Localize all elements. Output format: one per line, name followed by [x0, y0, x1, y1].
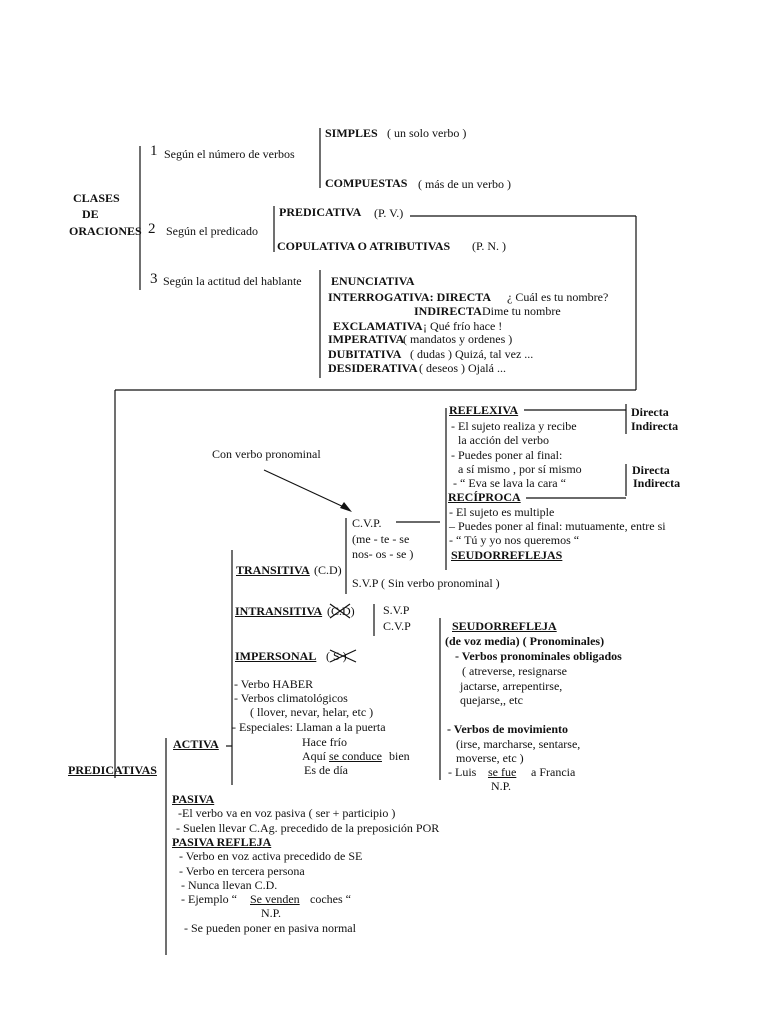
impersonal-line-4: - Especiales: Llaman a la puerta	[232, 720, 386, 734]
reflexiva-line-1: - El sujeto realiza y recibe	[451, 419, 577, 433]
indirecta-label: INDIRECTA	[414, 304, 482, 318]
coches-label: coches “	[310, 892, 351, 906]
seudorrefleja-label: SEUDORREFLEJA	[452, 619, 557, 633]
desiderativa-example: ( deseos ) Ojalá ...	[419, 361, 506, 375]
reciproca-line-1: - El sujeto es multiple	[449, 505, 555, 519]
cvp-intransitiva: C.V.P	[383, 619, 411, 633]
compuestas-label: COMPUESTAS	[325, 176, 408, 190]
simples-label: SIMPLES	[325, 126, 378, 140]
reflexiva-line-3: - Puedes poner al final:	[451, 448, 563, 462]
se-venden: Se venden	[250, 892, 300, 906]
pronominal-arrow	[264, 470, 346, 508]
reflexiva-line-5: - “ Eva se lava la cara “	[453, 476, 566, 490]
predicativa-label: PREDICATIVA	[279, 205, 362, 219]
exclamativa-example: ¡ Qué frío hace !	[423, 319, 503, 333]
movimiento-line-2: moverse, etc )	[456, 751, 524, 765]
criterion-number-1: 1	[150, 143, 158, 159]
np-label-2: N.P.	[261, 906, 282, 920]
criterion-predicado: Según el predicado	[166, 224, 258, 238]
exclamativa-label: EXCLAMATIVA	[333, 319, 423, 333]
root-label-oraciones: ORACIONES	[69, 224, 142, 238]
impersonal-line-2: - Verbos climatológicos	[234, 691, 348, 705]
impersonal-line-3: ( llover, nevar, helar, etc )	[250, 705, 374, 719]
pasiva-label: PASIVA	[172, 792, 215, 806]
bien-label: bien	[389, 749, 410, 763]
con-verbo-pronominal: Con verbo pronominal	[212, 447, 321, 461]
reciproca-label: RECÍPROCA	[448, 490, 521, 504]
cvp-label: C.V.P.	[352, 516, 382, 530]
enunciativa-label: ENUNCIATIVA	[331, 274, 415, 288]
svp-transitiva: S.V.P ( Sin verbo pronominal )	[352, 576, 500, 590]
predicativa-note: (P. V.)	[374, 206, 404, 220]
se-conduce: se conduce	[329, 749, 382, 763]
impersonal-line-1: - Verbo HABER	[234, 677, 314, 691]
obligados-line-1: ( atreverse, resignarse	[462, 664, 567, 678]
imperativa-example: ( mandatos y ordenes )	[403, 332, 513, 346]
indirecta-2: Indirecta	[633, 476, 681, 490]
transitiva-label: TRANSITIVA	[236, 563, 310, 577]
movimiento-line-1: (irse, marcharse, sentarse,	[456, 737, 581, 751]
copulativa-note: (P. N. )	[472, 239, 507, 253]
predicativas-root: PREDICATIVAS	[68, 763, 157, 777]
ejemplo-label: - Ejemplo “	[181, 892, 237, 906]
criterion-actitud: Según la actitud del hablante	[163, 274, 302, 288]
impersonal-line-5: Hace frío	[302, 735, 347, 749]
pasiva-line-1: -El verbo va en voz pasiva ( ser + participio )	[178, 806, 396, 820]
transitiva-note: (C.D)	[314, 563, 342, 577]
refleja-line-1: - Verbo en voz activa precedido de SE	[179, 849, 363, 863]
intransitiva-label: INTRANSITIVA	[235, 604, 323, 618]
aqui-label: Aquí	[302, 749, 326, 763]
np-label-1: N.P.	[491, 779, 512, 793]
criterion-numero-verbos: Según el número de verbos	[164, 147, 295, 161]
refleja-line-3: - Nunca llevan C.D.	[181, 878, 278, 892]
interrogativa-label: INTERROGATIVA: DIRECTA	[328, 290, 492, 304]
es-de-dia: Es de día	[304, 763, 348, 777]
movimiento-line-3: - Luis	[448, 765, 477, 779]
criterion-number-3: 3	[150, 271, 158, 287]
impersonal-label: IMPERSONAL	[235, 649, 317, 663]
reciproca-line-3: - “ Tú y yo nos queremos “	[449, 533, 580, 547]
desiderativa-label: DESIDERATIVA	[328, 361, 418, 375]
directa-1: Directa	[631, 405, 669, 419]
svp-intransitiva: S.V.P	[383, 603, 410, 617]
root-label-de: DE	[82, 207, 99, 221]
reciproca-line-2: – Puedes poner al final: mutuamente, entre si	[449, 519, 666, 533]
pronombres-line-1: (me - te - se	[352, 532, 410, 546]
compuestas-note: ( más de un verbo )	[418, 177, 511, 191]
reflexiva-line-4: a sí mismo , por sí mismo	[458, 462, 582, 476]
activa-label: ACTIVA	[173, 737, 219, 751]
dubitativa-label: DUBITATIVA	[328, 347, 402, 361]
a-francia: a Francia	[531, 765, 576, 779]
reflexiva-label: REFLEXIVA	[449, 403, 519, 417]
pasiva-normal: - Se pueden poner en pasiva normal	[184, 921, 356, 935]
voz-media-label: (de voz media) ( Pronominales)	[445, 634, 605, 648]
interrogativa-example: ¿ Cuál es tu nombre?	[507, 290, 609, 304]
criterion-number-2: 2	[148, 221, 156, 237]
copulativa-label: COPULATIVA O ATRIBUTIVAS	[277, 239, 451, 253]
se-fue: se fue	[488, 765, 517, 779]
refleja-line-2: - Verbo en tercera persona	[179, 864, 305, 878]
verbos-movimiento: - Verbos de movimiento	[447, 722, 568, 736]
obligados-line-3: quejarse,, etc	[460, 693, 523, 707]
obligados-line-2: jactarse, arrepentirse,	[460, 679, 563, 693]
intransitiva-note-crossed: (C.D)	[327, 604, 355, 618]
reflexiva-line-2: la acción del verbo	[458, 433, 549, 447]
dubitativa-example: ( dudas ) Quizá, tal vez ...	[410, 347, 534, 361]
pasiva-refleja-label: PASIVA REFLEJA	[172, 835, 272, 849]
root-label-clases: CLASES	[73, 191, 120, 205]
indirecta-example: Dime tu nombre	[482, 304, 561, 318]
indirecta-1: Indirecta	[631, 419, 679, 433]
directa-2: Directa	[632, 463, 670, 477]
seudorreflejas-label: SEUDORREFLEJAS	[451, 548, 563, 562]
pasiva-line-2: - Suelen llevar C.Ag. precedido de la preposición POR	[176, 821, 440, 835]
imperativa-label: IMPERATIVA	[328, 332, 405, 346]
pronominales-obligados: - Verbos pronominales obligados	[455, 649, 622, 663]
impersonal-note-crossed: ( S )	[326, 649, 347, 663]
pronombres-line-2: nos- os - se )	[352, 547, 414, 561]
simples-note: ( un solo verbo )	[387, 126, 467, 140]
